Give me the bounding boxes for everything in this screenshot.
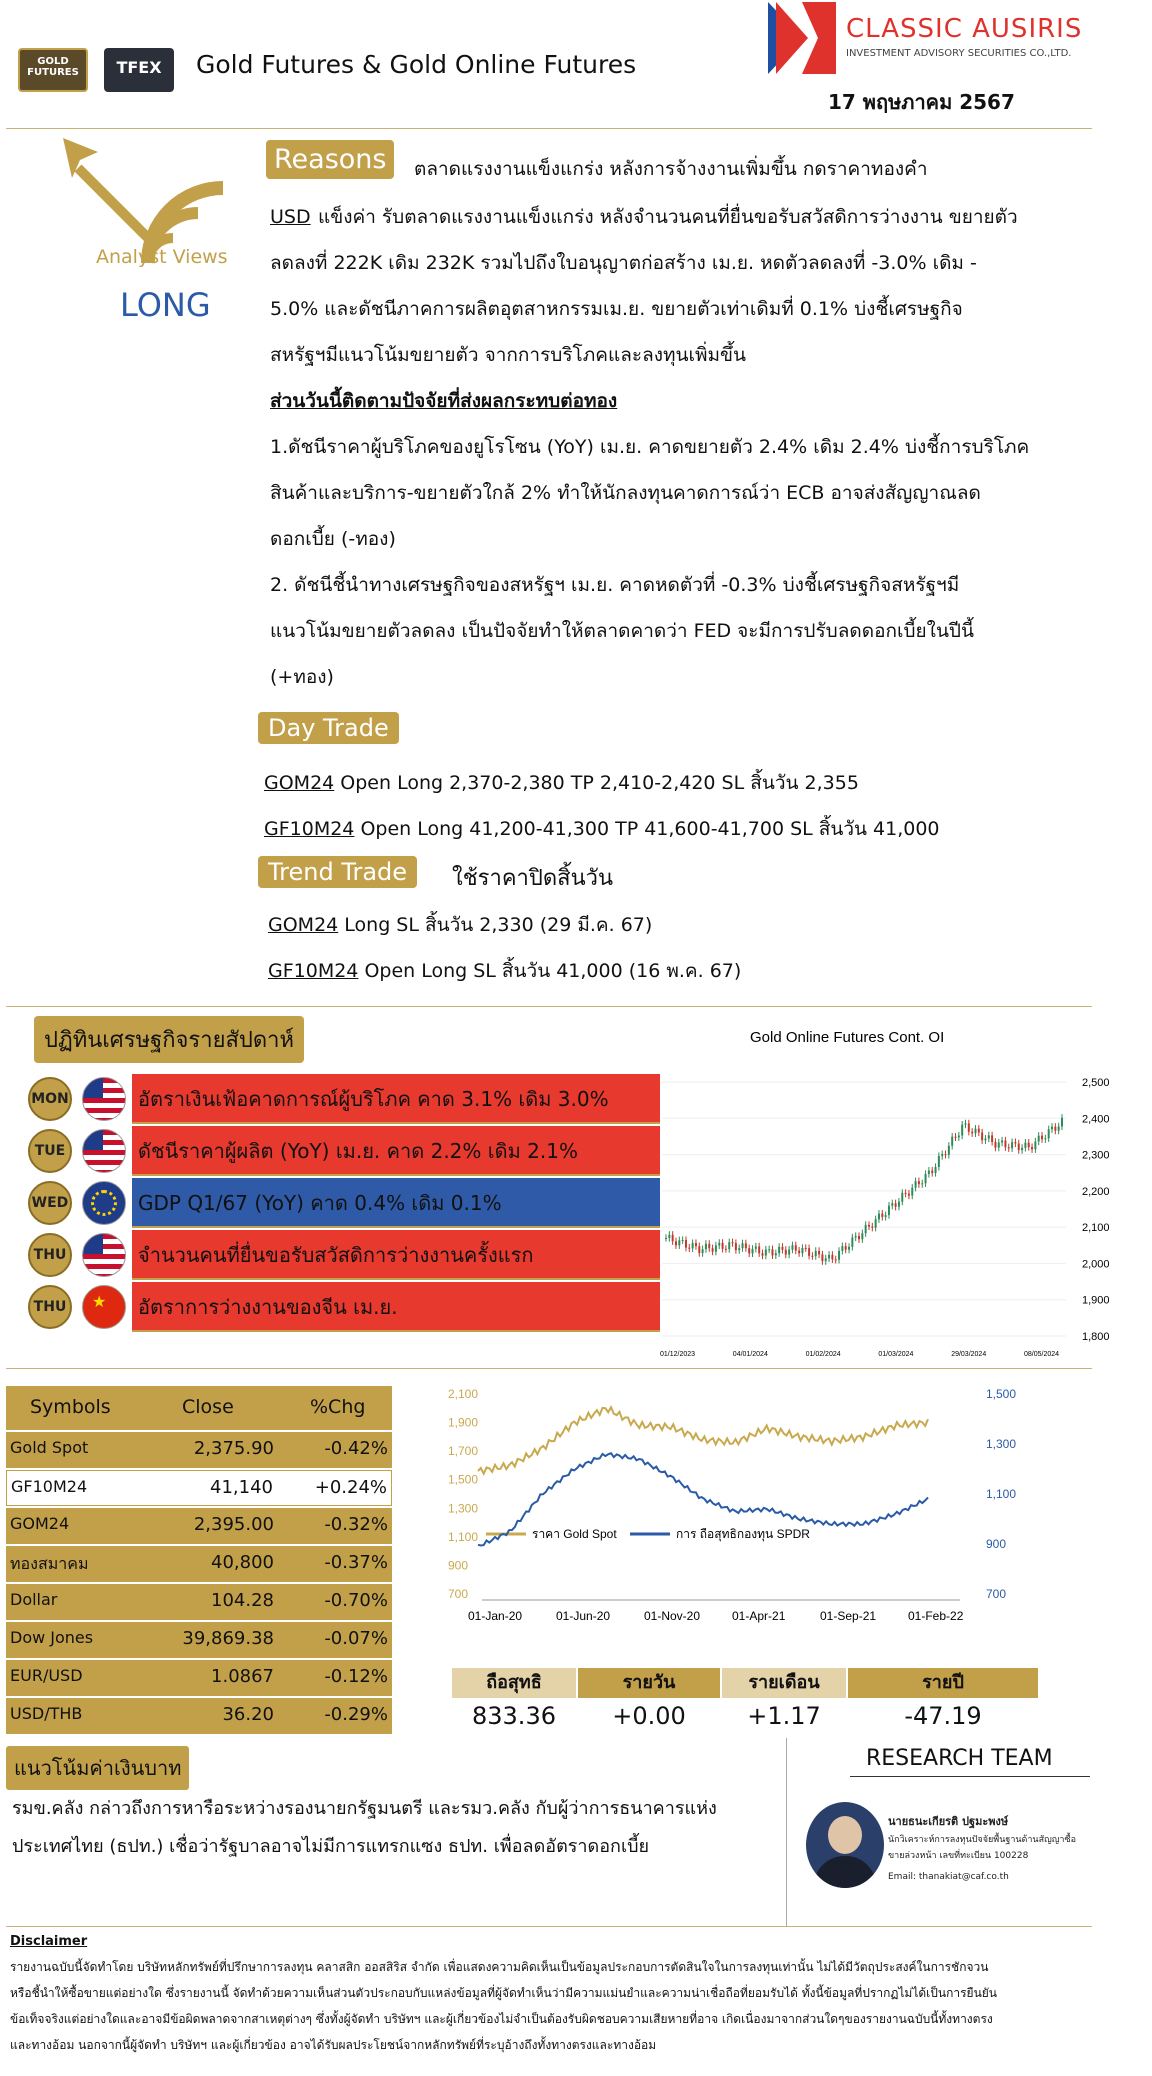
reason-line: (+ทอง) bbox=[270, 666, 334, 688]
analyst-position: นักวิเคราะห์การลงทุนปัจจัยพื้นฐานด้านสัญญาซื้อ bbox=[888, 1835, 1076, 1845]
x-tick-label: 01/02/2024 bbox=[805, 1351, 841, 1358]
candle-body bbox=[958, 1136, 960, 1138]
right-tick-label: 1,100 bbox=[986, 1487, 1017, 1501]
x-tick-label: 04/01/2024 bbox=[732, 1351, 768, 1358]
candle-body bbox=[868, 1225, 870, 1227]
reason-line: 2. ดัชนีชี้นำทางเศรษฐกิจของสหรัฐฯ เม.ย. คาดหดตัวที่ -0.3% บ่งชี้เศรษฐกิจสหรัฐฯมี bbox=[270, 574, 960, 596]
candle-body bbox=[1034, 1142, 1036, 1150]
candle-body bbox=[885, 1215, 887, 1217]
candle-body bbox=[708, 1244, 710, 1248]
disclaimer-line: รายงานฉบับนี้จัดทำโดย บริษัทหลักทรัพย์ที่ปรึกษาการลงทุน คลาสสิก ออสสิริส จำกัด เพื่อแสดงความคิดเห็นเป็นข้อมูลประกอบการตัดสินใจในการลงทุนเท่านั้น ไม่ได้มีวัตถุประสงค์ในการชักจวน bbox=[10, 1960, 989, 1974]
trend-trade-note: ใช้ราคาปิดสิ้นวัน bbox=[452, 866, 614, 891]
calendar-title: ปฏิทินเศรษฐกิจรายสัปดาห์ bbox=[34, 1016, 304, 1063]
y-tick-label: 2,500 bbox=[1082, 1077, 1110, 1089]
reason-line: 5.0% และดัชนีภาคการผลิตอุตสาหกรรมเม.ย. ขยายตัวเท่าเดิมที่ 0.1% บ่งชี้เศรษฐกิจ bbox=[270, 298, 963, 320]
col-symbols: Symbols bbox=[30, 1396, 111, 1418]
candle-body bbox=[925, 1174, 927, 1183]
candle-body bbox=[795, 1245, 797, 1250]
trend-trade-label: Trend Trade bbox=[258, 856, 417, 888]
candle-body bbox=[891, 1203, 893, 1205]
candle-body bbox=[715, 1245, 717, 1251]
trend-trade-row: GOM24 Long SL สิ้นวัน 2,330 (29 มี.ค. 67) bbox=[268, 914, 653, 936]
us-flag-icon bbox=[82, 1077, 126, 1121]
candle-body bbox=[778, 1247, 780, 1253]
candle-body bbox=[668, 1235, 670, 1238]
candle-body bbox=[831, 1255, 833, 1260]
y-tick-label: 2,300 bbox=[1082, 1149, 1110, 1162]
gold-online-oi-chart bbox=[636, 1020, 1152, 1360]
candle-body bbox=[961, 1125, 963, 1136]
candle-body bbox=[771, 1249, 773, 1255]
x-tick-label: 01-Jan-20 bbox=[468, 1609, 523, 1623]
candle-body bbox=[861, 1233, 863, 1239]
disclaimer-line: และทางอ้อม นอกจากนี้ผู้จัดทำ บริษัทฯ และผู้เกี่ยวข้อง อาจได้รับผลประโยชน์จากหลักทรัพย์ที่ระบุอ้างถึงทั้งทางตรงและทางอ้อม bbox=[10, 2038, 657, 2052]
left-tick-label: 1,300 bbox=[448, 1501, 479, 1516]
candle-body bbox=[875, 1219, 877, 1227]
candle-body bbox=[705, 1244, 707, 1249]
symbol-cell: GF10M24 bbox=[11, 1477, 88, 1496]
symbol-cell: ทองสมาคม bbox=[10, 1554, 89, 1573]
candle-body bbox=[1051, 1127, 1053, 1130]
y-tick-label: 2,000 bbox=[1082, 1258, 1110, 1271]
analyst-email: Email: thanakiat@caf.co.th bbox=[888, 1872, 1009, 1882]
candle-body bbox=[738, 1248, 740, 1250]
close-cell: 2,395.00 bbox=[193, 1514, 274, 1535]
candle-body bbox=[785, 1250, 787, 1255]
disclaimer-line: ข้อเท็จจริงแต่อย่างใดและอาจมีข้อผิดพลาดจากสาเหตุต่างๆ ซึ่งทั้งผู้จัดทำ บริษัทฯ และผู้เกี่ยวข้องไม่จำเป็นต้องรับผิดชอบความเสียหายที่อาจ เกิดเนื่องมาจากส่วนใดๆของรายงานฉบับนี้ทั้งทางตรง bbox=[10, 2012, 993, 2026]
spdr-header: รายเดือน bbox=[722, 1668, 846, 1698]
x-tick-label: 01-Apr-21 bbox=[732, 1609, 786, 1623]
calendar-event: อัตราการว่างงานของจีน เม.ย. bbox=[132, 1282, 660, 1332]
left-tick-label: 900 bbox=[448, 1558, 469, 1573]
x-tick-label: 29/03/2024 bbox=[951, 1351, 987, 1358]
market-table-row bbox=[6, 1584, 392, 1620]
legend-label: การ ถือสุทธิกองทุน SPDR bbox=[676, 1527, 810, 1541]
candle-body bbox=[1048, 1129, 1050, 1138]
series-line bbox=[478, 1407, 928, 1474]
candle-body bbox=[1011, 1142, 1013, 1148]
candle-body bbox=[1008, 1147, 1010, 1148]
candle-body bbox=[858, 1236, 860, 1239]
candle-body bbox=[938, 1156, 940, 1167]
close-cell: 36.20 bbox=[222, 1704, 274, 1725]
reason-line: สินค้าและบริการ-ขยายตัวใกล้ 2% ทำให้นักลงทุนคาดการณ์ว่า ECB อาจส่งสัญญาณลด bbox=[270, 482, 981, 504]
market-table-row bbox=[6, 1432, 392, 1468]
candle-body bbox=[762, 1253, 764, 1255]
reason-line: ดอกเบี้ย (-ทอง) bbox=[270, 528, 396, 550]
candle-body bbox=[835, 1259, 837, 1260]
left-tick-label: 2,100 bbox=[448, 1387, 479, 1401]
y-tick-label: 2,200 bbox=[1082, 1185, 1110, 1198]
candle-body bbox=[901, 1193, 903, 1202]
day-badge: TUE bbox=[28, 1129, 72, 1173]
candle-body bbox=[981, 1132, 983, 1140]
candle-body bbox=[1018, 1143, 1020, 1150]
candle-body bbox=[971, 1132, 973, 1134]
close-cell: 1.0867 bbox=[211, 1666, 274, 1687]
left-tick-label: 1,500 bbox=[448, 1472, 479, 1487]
close-cell: 104.28 bbox=[211, 1590, 274, 1611]
report-date: 17 พฤษภาคม 2567 bbox=[828, 90, 1015, 114]
candle-body bbox=[748, 1248, 750, 1253]
candle-body bbox=[991, 1135, 993, 1142]
candle-body bbox=[955, 1137, 957, 1138]
reason-line: 1.ดัชนีราคาผู้บริโภคของยูโรโซน (YoY) เม.ย. คาดขยายตัว 2.4% เดิม 2.4% บ่งชี้การบริโภค bbox=[270, 436, 1030, 458]
candle-body bbox=[665, 1238, 667, 1239]
reason-subheading: ส่วนวันนี้ติดตามปัจจัยที่ส่งผลกระทบต่อทอง bbox=[270, 390, 618, 412]
symbol-cell: Dollar bbox=[10, 1590, 58, 1609]
candle-body bbox=[725, 1249, 727, 1250]
candle-body bbox=[801, 1248, 803, 1253]
candle-body bbox=[881, 1214, 883, 1217]
reason-line: แข็งค่า รับตลาดแรงงานแข็งแกร่ง หลังจำนวนคนที่ยื่นขอรับสวัสดิการว่างงาน ขยายตัว bbox=[318, 206, 1018, 228]
candle-body bbox=[1061, 1118, 1063, 1127]
candle-body bbox=[732, 1242, 734, 1243]
spdr-value: 833.36 bbox=[472, 1702, 556, 1730]
baht-line: ประเทศไทย (ธปท.) เชื่อว่ารัฐบาลอาจไม่มีการแทรกแซง ธปท. เพื่อลดอัตราดอกเบี้ย bbox=[12, 1836, 650, 1857]
symbol-cell: GOM24 bbox=[10, 1514, 70, 1533]
right-tick-label: 900 bbox=[986, 1537, 1007, 1551]
candle-body bbox=[935, 1167, 937, 1173]
analyst-name: นายธนะเกียรติ ปฐมะพงษ์ bbox=[888, 1815, 1009, 1828]
candle-body bbox=[758, 1246, 760, 1253]
candle-body bbox=[1021, 1148, 1023, 1150]
candle-body bbox=[1041, 1136, 1043, 1139]
reasons-label: Reasons bbox=[266, 140, 394, 179]
candle-body bbox=[685, 1240, 687, 1248]
x-tick-label: 01-Sep-21 bbox=[820, 1609, 877, 1623]
legend-label: ราคา Gold Spot bbox=[532, 1527, 617, 1541]
candle-body bbox=[675, 1241, 677, 1245]
y-tick-label: 1,900 bbox=[1082, 1294, 1110, 1307]
candle-body bbox=[1014, 1142, 1016, 1143]
day-badge: MON bbox=[28, 1077, 72, 1121]
calendar-event: จำนวนคนที่ยื่นขอรับสวัสดิการว่างงานครั้งแรก bbox=[132, 1230, 660, 1280]
candle-body bbox=[994, 1142, 996, 1148]
candle-body bbox=[728, 1242, 730, 1249]
candle-body bbox=[941, 1154, 943, 1156]
reason-line: ตลาดแรงงานแข็งแกร่ง หลังการจ้างงานเพิ่มขึ้น กดราคาทองคำ bbox=[414, 158, 928, 180]
y-tick-label: 1,800 bbox=[1082, 1331, 1110, 1343]
candle-body bbox=[931, 1171, 933, 1173]
x-tick-label: 01/12/2023 bbox=[660, 1351, 696, 1358]
candle-body bbox=[742, 1243, 744, 1248]
research-team-label: RESEARCH TEAM bbox=[866, 1746, 1053, 1771]
chg-cell: +0.24% bbox=[314, 1477, 387, 1498]
market-table-row bbox=[6, 1698, 392, 1734]
candle-body bbox=[735, 1243, 737, 1250]
candle-body bbox=[808, 1248, 810, 1256]
calendar-event: ดัชนีราคาผู้ผลิต (YoY) เม.ย. คาด 2.2% เดิม 2.1% bbox=[132, 1126, 660, 1176]
left-tick-label: 700 bbox=[448, 1587, 469, 1601]
chg-cell: -0.07% bbox=[324, 1628, 388, 1649]
analyst-avatar bbox=[806, 1802, 884, 1888]
candle-body bbox=[1024, 1143, 1026, 1148]
candle-body bbox=[968, 1123, 970, 1131]
candle-body bbox=[815, 1251, 817, 1256]
x-tick-label: 01-Jun-20 bbox=[556, 1609, 611, 1623]
candle-body bbox=[988, 1135, 990, 1138]
candle-body bbox=[911, 1188, 913, 1196]
tfex-logo: TFEX bbox=[104, 48, 174, 92]
candle-body bbox=[951, 1137, 953, 1146]
disclaimer-line: หรือชี้นำให้ซื้อขายแต่อย่างใด ซึ่งรายงานนี้ จัดทำด้วยความเห็นส่วนตัวประกอบกับแหล่งข้อมูลที่ผู้จัดทำเห็นว่ามีความแม่นยำและความน่าเชื่อถือที่ยอมรับได้ ทั้งนี้ข้อมูลที่ปรากฏไม่ได้เป็นการยืนยัน bbox=[10, 1986, 997, 2000]
candle-body bbox=[905, 1193, 907, 1194]
disclaimer-title: Disclaimer bbox=[10, 1934, 88, 1949]
chart-title: Gold Online Futures Cont. OI bbox=[750, 1029, 945, 1046]
candle-body bbox=[871, 1227, 873, 1228]
market-table-row bbox=[6, 1546, 392, 1582]
spdr-header: ถือสุทธิ bbox=[452, 1668, 576, 1698]
candle-body bbox=[1038, 1136, 1040, 1142]
calendar-event: GDP Q1/67 (YoY) คาด 0.4% เดิม 0.1% bbox=[132, 1178, 660, 1228]
spdr-value: +1.17 bbox=[747, 1702, 821, 1730]
candle-body bbox=[998, 1142, 1000, 1147]
candle-body bbox=[688, 1248, 690, 1249]
candle-body bbox=[722, 1243, 724, 1249]
x-tick-label: 01-Nov-20 bbox=[644, 1609, 701, 1623]
y-tick-label: 2,400 bbox=[1082, 1113, 1110, 1126]
candle-body bbox=[702, 1249, 704, 1253]
candle-body bbox=[788, 1250, 790, 1255]
analyst-license: ขายล่วงหน้า เลขที่ทะเบียน 100228 bbox=[888, 1851, 1029, 1861]
candle-body bbox=[791, 1245, 793, 1249]
candle-body bbox=[798, 1251, 800, 1254]
gold-futures-logo: GOLD FUTURES bbox=[18, 48, 88, 92]
candle-body bbox=[984, 1139, 986, 1141]
us-flag-icon bbox=[82, 1233, 126, 1277]
candle-body bbox=[928, 1171, 930, 1174]
candle-body bbox=[698, 1246, 700, 1253]
day-trade-row: GOM24 Open Long 2,370-2,380 TP 2,410-2,420 SL สิ้นวัน 2,355 bbox=[264, 772, 859, 794]
y-tick-label: 2,100 bbox=[1082, 1222, 1110, 1235]
close-cell: 39,869.38 bbox=[182, 1628, 274, 1649]
market-table-row bbox=[6, 1470, 392, 1506]
candle-body bbox=[855, 1236, 857, 1237]
candle-body bbox=[895, 1203, 897, 1206]
candle-body bbox=[964, 1123, 966, 1124]
candle-body bbox=[718, 1243, 720, 1246]
candle-body bbox=[695, 1243, 697, 1246]
candle-body bbox=[755, 1246, 757, 1248]
candle-body bbox=[828, 1255, 830, 1259]
candle-body bbox=[811, 1256, 813, 1257]
cn-flag-icon: ★ bbox=[82, 1285, 126, 1329]
candle-body bbox=[908, 1194, 910, 1196]
candle-body bbox=[805, 1248, 807, 1249]
right-tick-label: 700 bbox=[986, 1587, 1007, 1601]
eu-flag-icon bbox=[82, 1181, 126, 1225]
left-tick-label: 1,900 bbox=[448, 1415, 479, 1430]
day-badge: WED bbox=[28, 1181, 72, 1225]
candle-body bbox=[1044, 1138, 1046, 1139]
chg-cell: -0.37% bbox=[324, 1552, 388, 1573]
candle-body bbox=[712, 1248, 714, 1251]
candle-body bbox=[752, 1249, 754, 1254]
day-badge: THU bbox=[28, 1233, 72, 1277]
candle-body bbox=[825, 1258, 827, 1261]
symbol-cell: EUR/USD bbox=[10, 1666, 83, 1685]
x-tick-label: 01-Feb-22 bbox=[908, 1609, 964, 1623]
day-badge: THU bbox=[28, 1285, 72, 1329]
close-cell: 41,140 bbox=[210, 1477, 273, 1498]
candle-body bbox=[678, 1240, 680, 1245]
close-cell: 40,800 bbox=[211, 1552, 274, 1573]
candle-body bbox=[818, 1251, 820, 1255]
candle-body bbox=[692, 1243, 694, 1248]
candle-body bbox=[841, 1246, 843, 1251]
candle-body bbox=[1001, 1141, 1003, 1143]
chg-cell: -0.70% bbox=[324, 1590, 388, 1611]
chg-cell: -0.32% bbox=[324, 1514, 388, 1535]
left-tick-label: 1,700 bbox=[448, 1444, 479, 1459]
reason-line: ลดลงที่ 222K เดิม 232K รวมไปถึงใบอนุญาตก่อสร้าง เม.ย. หดตัวลดลงที่ -3.0% เดิม - bbox=[270, 252, 977, 274]
baht-outlook-label: แนวโน้มค่าเงินบาท bbox=[6, 1746, 189, 1790]
right-tick-label: 1,500 bbox=[986, 1387, 1017, 1401]
analyst-view-value: LONG bbox=[120, 286, 211, 324]
baht-line: รมข.คลัง กล่าวถึงการหารือระหว่างรองนายกรัฐมนตรี และรมว.คลัง กับผู้ว่าการธนาคารแห่ง bbox=[12, 1798, 717, 1819]
candle-body bbox=[948, 1146, 950, 1155]
reason-line: สหรัฐฯมีแนวโน้มขยายตัว จากการบริโภคและลงทุนเพิ่มขึ้น bbox=[270, 344, 747, 366]
candle-body bbox=[915, 1181, 917, 1188]
candle-body bbox=[898, 1202, 900, 1207]
candle-body bbox=[1054, 1127, 1056, 1131]
chg-cell: -0.42% bbox=[324, 1438, 388, 1459]
candle-body bbox=[878, 1214, 880, 1220]
candle-body bbox=[821, 1254, 823, 1261]
col-chg: %Chg bbox=[310, 1396, 366, 1418]
candle-body bbox=[974, 1129, 976, 1134]
candle-body bbox=[918, 1181, 920, 1184]
candle-body bbox=[848, 1247, 850, 1250]
col-close: Close bbox=[182, 1396, 234, 1418]
reason-usd: USD bbox=[270, 206, 311, 228]
candle-body bbox=[978, 1129, 980, 1133]
candle-body bbox=[851, 1237, 853, 1246]
gold-spdr-chart bbox=[440, 1380, 1040, 1640]
analyst-views-label: Analyst Views bbox=[96, 246, 228, 268]
candle-body bbox=[1058, 1126, 1060, 1130]
chg-cell: -0.12% bbox=[324, 1666, 388, 1687]
candle-body bbox=[672, 1235, 674, 1242]
candle-body bbox=[838, 1251, 840, 1260]
candle-body bbox=[1031, 1147, 1033, 1149]
candle-body bbox=[1028, 1143, 1030, 1147]
us-flag-icon bbox=[82, 1129, 126, 1173]
candle-body bbox=[768, 1249, 770, 1250]
right-tick-label: 1,300 bbox=[986, 1437, 1017, 1451]
calendar-event: อัตราเงินเฟ้อคาดการณ์ผู้บริโภค คาด 3.1% เดิม 3.0% bbox=[132, 1074, 660, 1124]
left-tick-label: 1,100 bbox=[448, 1529, 479, 1544]
candle-body bbox=[921, 1183, 923, 1184]
symbol-cell: Gold Spot bbox=[10, 1438, 89, 1457]
close-cell: 2,375.90 bbox=[193, 1438, 274, 1459]
page-title: Gold Futures & Gold Online Futures bbox=[196, 50, 637, 79]
candle-body bbox=[775, 1253, 777, 1255]
x-tick-label: 01/03/2024 bbox=[878, 1351, 914, 1358]
candle-body bbox=[765, 1250, 767, 1256]
candle-body bbox=[845, 1246, 847, 1250]
chg-cell: -0.29% bbox=[324, 1704, 388, 1725]
broker-logo-icon bbox=[768, 2, 836, 74]
candle-body bbox=[865, 1225, 867, 1233]
candle-body bbox=[888, 1206, 890, 1215]
market-table-row bbox=[6, 1622, 392, 1658]
symbol-cell: Dow Jones bbox=[10, 1628, 94, 1647]
x-tick-label: 08/05/2024 bbox=[1024, 1351, 1060, 1358]
market-table-row bbox=[6, 1660, 392, 1696]
spdr-value: -47.19 bbox=[904, 1702, 982, 1730]
candle-body bbox=[945, 1154, 947, 1155]
spdr-header: รายปี bbox=[848, 1668, 1038, 1698]
candle-body bbox=[682, 1240, 684, 1241]
market-table-row bbox=[6, 1508, 392, 1544]
trend-trade-row: GF10M24 Open Long SL สิ้นวัน 41,000 (16 พ.ค. 67) bbox=[268, 960, 742, 982]
day-trade-label: Day Trade bbox=[258, 712, 399, 744]
spdr-value: +0.00 bbox=[612, 1702, 686, 1730]
broker-subtitle: INVESTMENT ADVISORY SECURITIES CO.,LTD. bbox=[846, 48, 1072, 59]
candle-body bbox=[781, 1247, 783, 1250]
reason-line: แนวโน้มขยายตัวลดลง เป็นปัจจัยทำให้ตลาดคาดว่า FED จะมีการปรับลดดอกเบี้ยในปีนี้ bbox=[270, 620, 974, 642]
candle-body bbox=[1004, 1141, 1006, 1148]
broker-name: CLASSIC AUSIRIS bbox=[846, 14, 1083, 44]
day-trade-row: GF10M24 Open Long 41,200-41,300 TP 41,600-41,700 SL สิ้นวัน 41,000 bbox=[264, 818, 940, 840]
symbol-cell: USD/THB bbox=[10, 1704, 83, 1723]
candle-body bbox=[745, 1243, 747, 1248]
spdr-header: รายวัน bbox=[578, 1668, 720, 1698]
